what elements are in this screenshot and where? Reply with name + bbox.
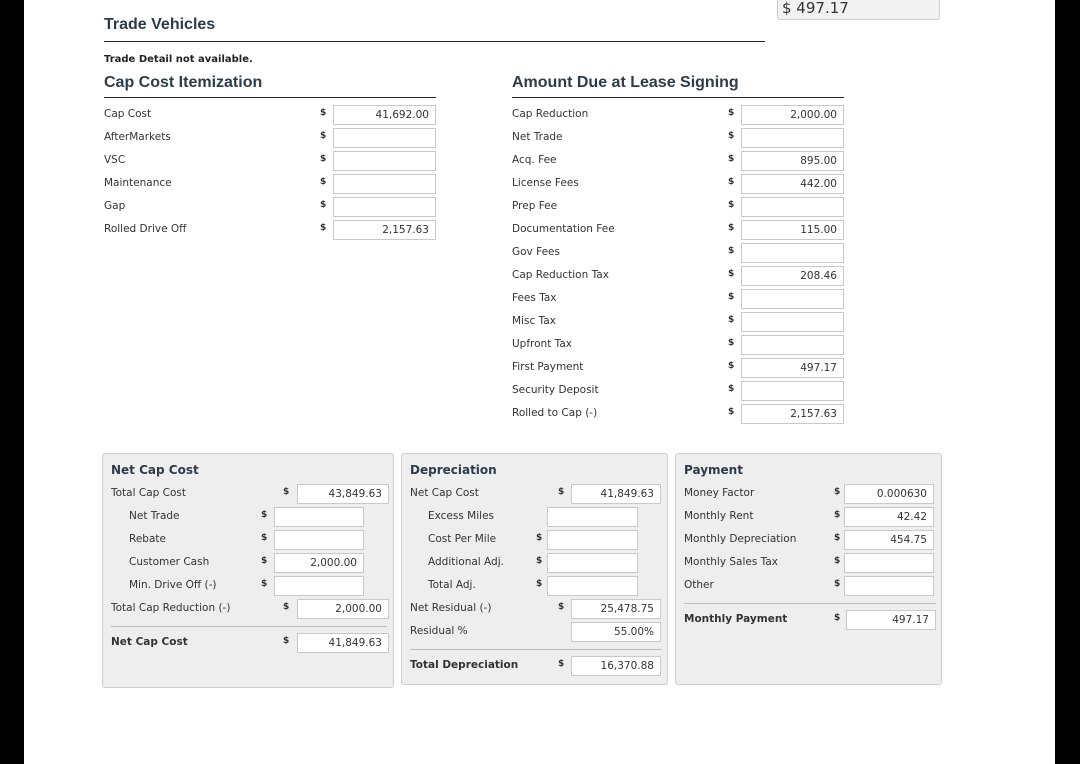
currency-symbol: $ [536,533,543,543]
currency-symbol: $ [834,533,841,543]
currency-symbol: $ [320,154,327,164]
amount-row-upfront-tax [512,335,852,355]
prep-fee-field[interactable] [741,197,844,217]
row-label: Total Adj. [428,579,476,591]
first-payment-field[interactable]: 497.17 [741,358,844,378]
itemization-row-cap-cost [104,105,444,125]
row-label: Other [684,579,714,591]
excess-miles-row [428,507,668,527]
net-cap-divider [111,626,387,627]
currency-symbol: $ [536,556,543,566]
currency-symbol: $ [728,315,735,325]
min-drive-off-row [129,576,389,596]
cap-reduction-tax-field[interactable]: 208.46 [741,266,844,286]
currency-symbol: $ [834,510,841,520]
currency-symbol: $ [728,177,735,187]
currency-symbol: $ [558,659,565,669]
cost-per-mile-row [428,530,668,550]
row-label: Security Deposit [512,384,599,396]
residual-pct-row [410,622,668,642]
itemization-row-gap [104,197,444,217]
dep-net-cap-cost-row [410,484,668,504]
currency-symbol: $ [728,246,735,256]
total-adj-field[interactable] [547,576,638,596]
documentation-fee-field[interactable]: 115.00 [741,220,844,240]
itemization-row-aftermarkets [104,128,444,148]
currency-symbol: $ [728,292,735,302]
row-label: Gov Fees [512,246,560,258]
row-label: Net Cap Cost [111,636,188,648]
currency-symbol: $ [728,200,735,210]
currency-symbol: $ [728,384,735,394]
payment-panel [675,453,942,685]
amount-row-security-deposit [512,381,852,401]
net-trade-adjustment-field[interactable] [274,507,364,527]
total-cap-cost-field[interactable]: 43,849.63 [297,484,389,504]
amount-row-prep-fee [512,197,852,217]
license-fees-field[interactable]: 442.00 [741,174,844,194]
row-label: Min. Drive Off (-) [129,579,217,591]
currency-symbol: $ [728,131,735,141]
row-label: Net Trade [512,131,563,143]
row-label: Net Trade [129,510,180,522]
row-label: Net Residual (-) [410,602,492,614]
amount-row-cap-reduction [512,105,852,125]
row-label: Monthly Depreciation [684,533,797,545]
net-residual-row [410,599,668,619]
amount-row-misc-tax [512,312,852,332]
row-label: Net Cap Cost [410,487,479,499]
currency-symbol: $ [283,487,290,497]
monthly-rent-row [684,507,942,527]
trade-divider [104,41,765,42]
net-residual-field[interactable]: 25,478.75 [571,599,661,619]
currency-symbol: $ [558,602,565,612]
total-depreciation-field[interactable]: 16,370.88 [571,656,661,676]
amount-row-net-trade [512,128,852,148]
currency-symbol: $ [728,108,735,118]
monthly-payment-field[interactable]: 497.17 [846,610,936,630]
excess-miles-field[interactable] [547,507,638,527]
currency-symbol: $ [320,223,327,233]
currency-symbol: $ [320,131,327,141]
row-label: Cost Per Mile [428,533,497,545]
amount-row-license-fees [512,174,852,194]
rolled-to-cap-field[interactable]: 2,157.63 [741,404,844,424]
monthly-depreciation-row [684,530,942,550]
currency-symbol: $ [320,177,327,187]
row-label: Upfront Tax [512,338,572,350]
min-drive-off-field[interactable] [274,576,364,596]
net-cap-cost-row [111,633,391,653]
amount-due-title: Amount Due at Lease Signing [512,74,739,91]
rebate-row [129,530,389,550]
row-label: Additional Adj. [428,556,504,568]
row-label: Excess Miles [428,510,494,522]
depreciation-panel-title: Depreciation [410,463,497,477]
residual-pct-field[interactable]: 55.00% [571,622,661,642]
trade-vehicles-title: Trade Vehicles [104,16,216,33]
currency-symbol: $ [558,487,565,497]
row-label: Documentation Fee [512,223,615,235]
amount-row-acq-fee [512,151,852,171]
currency-symbol: $ [536,579,543,589]
itemization-row-maintenance [104,174,444,194]
row-label: License Fees [512,177,579,189]
row-label: Cap Reduction Tax [512,269,609,281]
other-field[interactable] [844,576,934,596]
maintenance-field[interactable] [333,174,436,194]
currency-symbol: $ [261,579,268,589]
amount-row-cap-reduction-tax [512,266,852,286]
depreciation-panel [401,453,668,685]
rebate-field[interactable] [274,530,364,550]
row-label: Cap Reduction [512,108,589,120]
payment-divider [684,603,936,604]
currency-symbol: $ [261,556,268,566]
row-label: Customer Cash [129,556,210,568]
row-label: Acq. Fee [512,154,557,166]
currency-symbol: $ [728,269,735,279]
itemization-row-rolled-drive-off [104,220,444,240]
amount-row-fees-tax [512,289,852,309]
row-label: Total Cap Reduction (-) [111,602,231,614]
amount-row-documentation-fee [512,220,852,240]
misc-tax-field[interactable] [741,312,844,332]
row-label: Misc Tax [512,315,556,327]
depreciation-divider [410,649,662,650]
row-label: Rebate [129,533,166,545]
currency-symbol: $ [834,487,841,497]
net-trade-field[interactable] [741,128,844,148]
additional-adj-row [428,553,668,573]
monthly-depreciation-field[interactable]: 454.75 [844,530,934,550]
itemization-title: Cap Cost Itemization [104,74,263,91]
row-label: Rolled to Cap (-) [512,407,598,419]
fees-tax-field[interactable] [741,289,844,309]
amount-row-rolled-to-cap [512,404,852,424]
aftermarkets-field[interactable] [333,128,436,148]
dep-net-cap-cost-field[interactable]: 41,849.63 [571,484,661,504]
row-label: Residual % [410,625,468,637]
currency-symbol: $ [283,636,290,646]
row-label: Gap [104,200,126,212]
row-label: Maintenance [104,177,172,189]
row-label: First Payment [512,361,584,373]
row-label: Monthly Rent [684,510,754,522]
row-label: Monthly Sales Tax [684,556,778,568]
currency-symbol: $ [728,223,735,233]
row-label: Cap Cost [104,108,152,120]
security-deposit-field[interactable] [741,381,844,401]
acq-fee-field[interactable]: 895.00 [741,151,844,171]
currency-symbol: $ [728,407,735,417]
amount-row-first-payment [512,358,852,378]
total-cap-reduction-field[interactable]: 2,000.00 [297,599,389,619]
cap-cost-field[interactable]: 41,692.00 [333,105,436,125]
row-label: VSC [104,154,126,166]
vsc-field[interactable] [333,151,436,171]
amount-due-divider [512,97,844,98]
total-depreciation-row [410,656,668,676]
trade-detail-note: Trade Detail not available. [104,54,253,65]
total-cap-cost-row [111,484,391,504]
currency-symbol: $ [728,154,735,164]
currency-symbol: $ [834,556,841,566]
net-trade-row [129,507,389,527]
customer-cash-row [129,553,389,573]
payment-panel-title: Payment [684,463,743,477]
monthly-sales-tax-field[interactable] [844,553,934,573]
cap-reduction-field[interactable]: 2,000.00 [741,105,844,125]
currency-symbol: $ [283,602,290,612]
currency-symbol: $ [728,361,735,371]
row-label: Total Depreciation [410,659,519,671]
net-cap-cost-field[interactable]: 41,849.63 [297,633,389,653]
currency-symbol: $ [834,613,841,623]
currency-symbol: $ [728,338,735,348]
monthly-rent-field[interactable]: 42.42 [844,507,934,527]
additional-adj-field[interactable] [547,553,638,573]
itemization-divider [104,97,436,98]
row-label: Rolled Drive Off [104,223,187,235]
row-label: Money Factor [684,487,755,499]
row-label: AfterMarkets [104,131,171,143]
row-label: Monthly Payment [684,613,788,625]
customer-cash-field[interactable]: 2,000.00 [274,553,364,573]
row-label: Total Cap Cost [111,487,186,499]
currency-symbol: $ [320,108,327,118]
net-cap-cost-panel [102,453,394,688]
row-label: Prep Fee [512,200,558,212]
lease-worksheet-page [24,0,1055,764]
upfront-tax-field[interactable] [741,335,844,355]
currency-symbol: $ [261,533,268,543]
net-cap-cost-panel-title: Net Cap Cost [111,463,199,477]
total-adj-row [428,576,668,596]
cost-per-mile-field[interactable] [547,530,638,550]
money-factor-field[interactable]: 0.000630 [844,484,934,504]
other-row [684,576,942,596]
top-payment-display: $ 497.17 [777,0,940,20]
monthly-sales-tax-row [684,553,942,573]
money-factor-row [684,484,942,504]
row-label: Fees Tax [512,292,557,304]
total-cap-reduction-row [111,599,391,619]
amount-row-gov-fees [512,243,852,263]
rolled-drive-off-field[interactable]: 2,157.63 [333,220,436,240]
gap-field[interactable] [333,197,436,217]
itemization-row-vsc [104,151,444,171]
currency-symbol: $ [261,510,268,520]
currency-symbol: $ [834,579,841,589]
gov-fees-field[interactable] [741,243,844,263]
monthly-payment-row [684,610,942,630]
currency-symbol: $ [320,200,327,210]
